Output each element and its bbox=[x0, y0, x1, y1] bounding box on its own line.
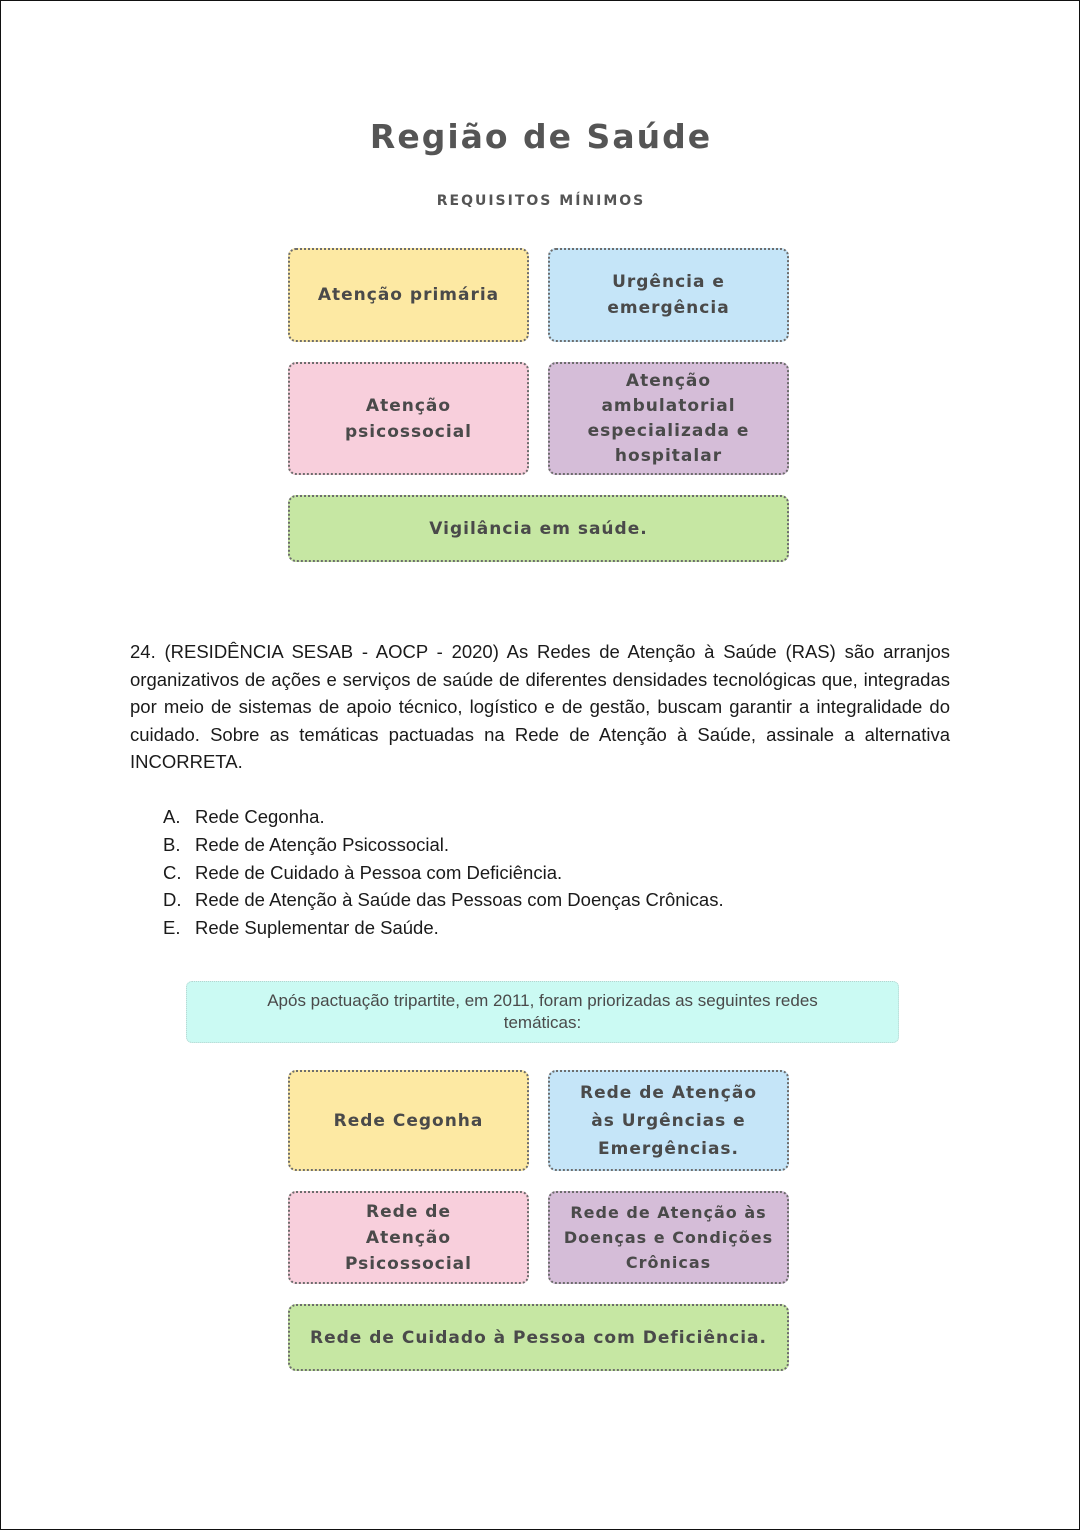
option-text: Rede Suplementar de Saúde. bbox=[195, 917, 439, 939]
box-label: Rede de Atenção às Urgências e Emergências. bbox=[580, 1082, 757, 1159]
diagram-subtitle: REQUISITOS MÍNIMOS bbox=[436, 193, 646, 209]
box-label: Rede Cegonha bbox=[333, 1110, 484, 1131]
network-box-cegonha bbox=[288, 1070, 529, 1171]
option-a[interactable] bbox=[163, 803, 724, 831]
option-e[interactable] bbox=[163, 914, 724, 942]
option-letter: B. bbox=[163, 833, 181, 855]
box-label: Urgência e emergência bbox=[607, 272, 730, 318]
option-letter: C. bbox=[163, 861, 182, 883]
requirement-box-psychosocial bbox=[288, 362, 529, 475]
requirement-box-emergency bbox=[548, 248, 789, 342]
box-label: Atenção primária bbox=[317, 285, 500, 305]
note-text: Após pactuação tripartite, em 2011, foram priorizadas as seguintes redes temáticas: bbox=[267, 991, 818, 1032]
option-c[interactable] bbox=[163, 859, 724, 887]
box-label: Vigilância em saúde. bbox=[429, 518, 648, 539]
box-label: Rede de Atenção às Doenças e Condições Crônicas bbox=[563, 1203, 774, 1272]
diagram-title: Região de Saúde bbox=[369, 117, 713, 156]
question-text: 24. (RESIDÊNCIA SESAB - AOCP - 2020) As Redes de Atenção à Saúde (RAS) são arranjos organizativos de ações e serviços de saúde de diferentes densidades tecnológicas que, integradas por meio de sistemas de apoio técnico, logístico e de gestão, buscam garantir a integralidade do cuidado. Sobre as temáticas pactuadas na Rede de Atenção à Saúde, assinale a alternativa INCORRETA. bbox=[130, 641, 950, 772]
option-letter: D. bbox=[163, 889, 182, 911]
network-box-psychosocial bbox=[288, 1191, 529, 1284]
answer-options bbox=[163, 803, 724, 942]
option-letter: A. bbox=[163, 806, 181, 827]
network-box-emergency bbox=[548, 1070, 789, 1171]
box-label: Rede de Cuidado à Pessoa com Deficiência. bbox=[310, 1327, 767, 1348]
box-label: Rede de Atenção Psicossocial bbox=[345, 1201, 472, 1274]
option-letter: E. bbox=[163, 917, 181, 939]
requirement-box-ambulatory bbox=[548, 362, 789, 475]
box-label: Atenção ambulatorial especializada e hospitalar bbox=[587, 370, 750, 466]
option-text: Rede de Atenção à Saúde das Pessoas com Doenças Crônicas. bbox=[195, 889, 724, 911]
box-label: Atenção psicossocial bbox=[345, 395, 472, 442]
option-text: Rede de Atenção Psicossocial. bbox=[195, 833, 450, 855]
option-text: Rede Cegonha. bbox=[195, 806, 325, 827]
option-d[interactable] bbox=[163, 886, 724, 914]
requirement-box-surveillance bbox=[288, 495, 789, 562]
note-box bbox=[186, 981, 899, 1043]
network-box-chronic bbox=[548, 1191, 789, 1284]
option-text: Rede de Cuidado à Pessoa com Deficiência. bbox=[195, 861, 563, 883]
network-box-disability bbox=[288, 1304, 789, 1371]
option-b[interactable] bbox=[163, 831, 724, 859]
requirement-box-primary-care bbox=[288, 248, 529, 342]
